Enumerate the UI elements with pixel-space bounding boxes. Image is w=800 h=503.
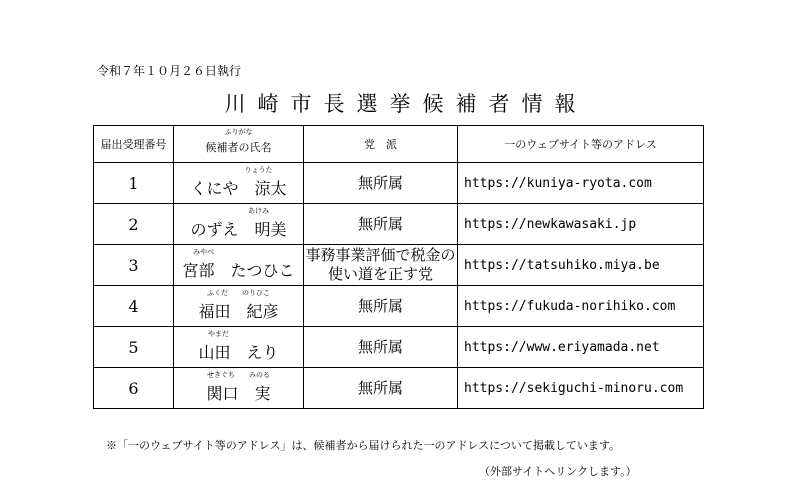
- table-row: [94, 368, 704, 409]
- row-name-ruby: あけみ: [248, 207, 269, 215]
- row-number: 1: [94, 163, 174, 204]
- row-party: 無所属: [304, 204, 458, 245]
- table-header-row: [94, 126, 704, 163]
- row-name-ruby: りょうた: [244, 166, 273, 174]
- row-url-link[interactable]: https://kuniya-ryota.com: [458, 163, 704, 204]
- row-party: 事務事業評価で税金の使い道を正す党: [304, 245, 458, 286]
- row-party: 無所属: [304, 368, 458, 409]
- row-name-ruby: やまだ: [208, 330, 229, 338]
- header-name-label: 候補者の氏名: [205, 141, 272, 154]
- row-url-link[interactable]: https://fukuda-norihiko.com: [458, 286, 704, 327]
- row-party: 無所属: [304, 163, 458, 204]
- row-name: くにや 涼太: [190, 178, 287, 198]
- row-url-link[interactable]: https://www.eriyamada.net: [458, 327, 704, 368]
- row-number: 6: [94, 368, 174, 409]
- row-name-cell: [174, 327, 304, 368]
- header-name: [174, 126, 304, 163]
- row-name-ruby: ふくだ のりひこ: [207, 289, 270, 297]
- row-name: 関口 実: [206, 383, 271, 403]
- row-url-link[interactable]: https://newkawasaki.jp: [458, 204, 704, 245]
- row-name-ruby: みやべ: [193, 248, 214, 256]
- row-name-cell: [174, 245, 304, 286]
- row-name-ruby: せきぐち みのる: [207, 371, 270, 379]
- header-number: 届出受理番号: [94, 126, 174, 163]
- row-number: 4: [94, 286, 174, 327]
- row-number: 5: [94, 327, 174, 368]
- row-name-cell: [174, 368, 304, 409]
- row-name: 福田 紀彦: [198, 301, 279, 321]
- table-row: [94, 245, 704, 286]
- header-name-ruby: ふりがな: [224, 128, 253, 136]
- external-link-note: （外部サイトへリンクします。）: [479, 465, 637, 478]
- row-name: のずえ 明美: [190, 219, 287, 239]
- election-date: 令和７年１０月２６日執行: [97, 64, 242, 78]
- row-name: 山田 えり: [198, 342, 279, 362]
- row-number: 2: [94, 204, 174, 245]
- row-name-cell: [174, 286, 304, 327]
- row-party: 無所属: [304, 327, 458, 368]
- row-name-cell: [174, 204, 304, 245]
- table-row: [94, 163, 704, 204]
- table-row: [94, 327, 704, 368]
- header-url: 一のウェブサイト等のアドレス: [458, 126, 704, 163]
- page-title: 川崎市長選挙候補者情報: [224, 92, 588, 116]
- row-name: 宮部 たつひこ: [182, 260, 295, 280]
- footnote: ※「一のウェブサイト等のアドレス」は、候補者から届けられた一のアドレスについて掲載しています。: [106, 439, 621, 452]
- row-party: 無所属: [304, 286, 458, 327]
- row-url-link[interactable]: https://tatsuhiko.miya.be: [458, 245, 704, 286]
- header-party: 党 派: [304, 126, 458, 163]
- row-url-link[interactable]: https://sekiguchi-minoru.com: [458, 368, 704, 409]
- candidate-table: [93, 125, 704, 409]
- table-row: [94, 286, 704, 327]
- table-row: [94, 204, 704, 245]
- row-number: 3: [94, 245, 174, 286]
- row-name-cell: [174, 163, 304, 204]
